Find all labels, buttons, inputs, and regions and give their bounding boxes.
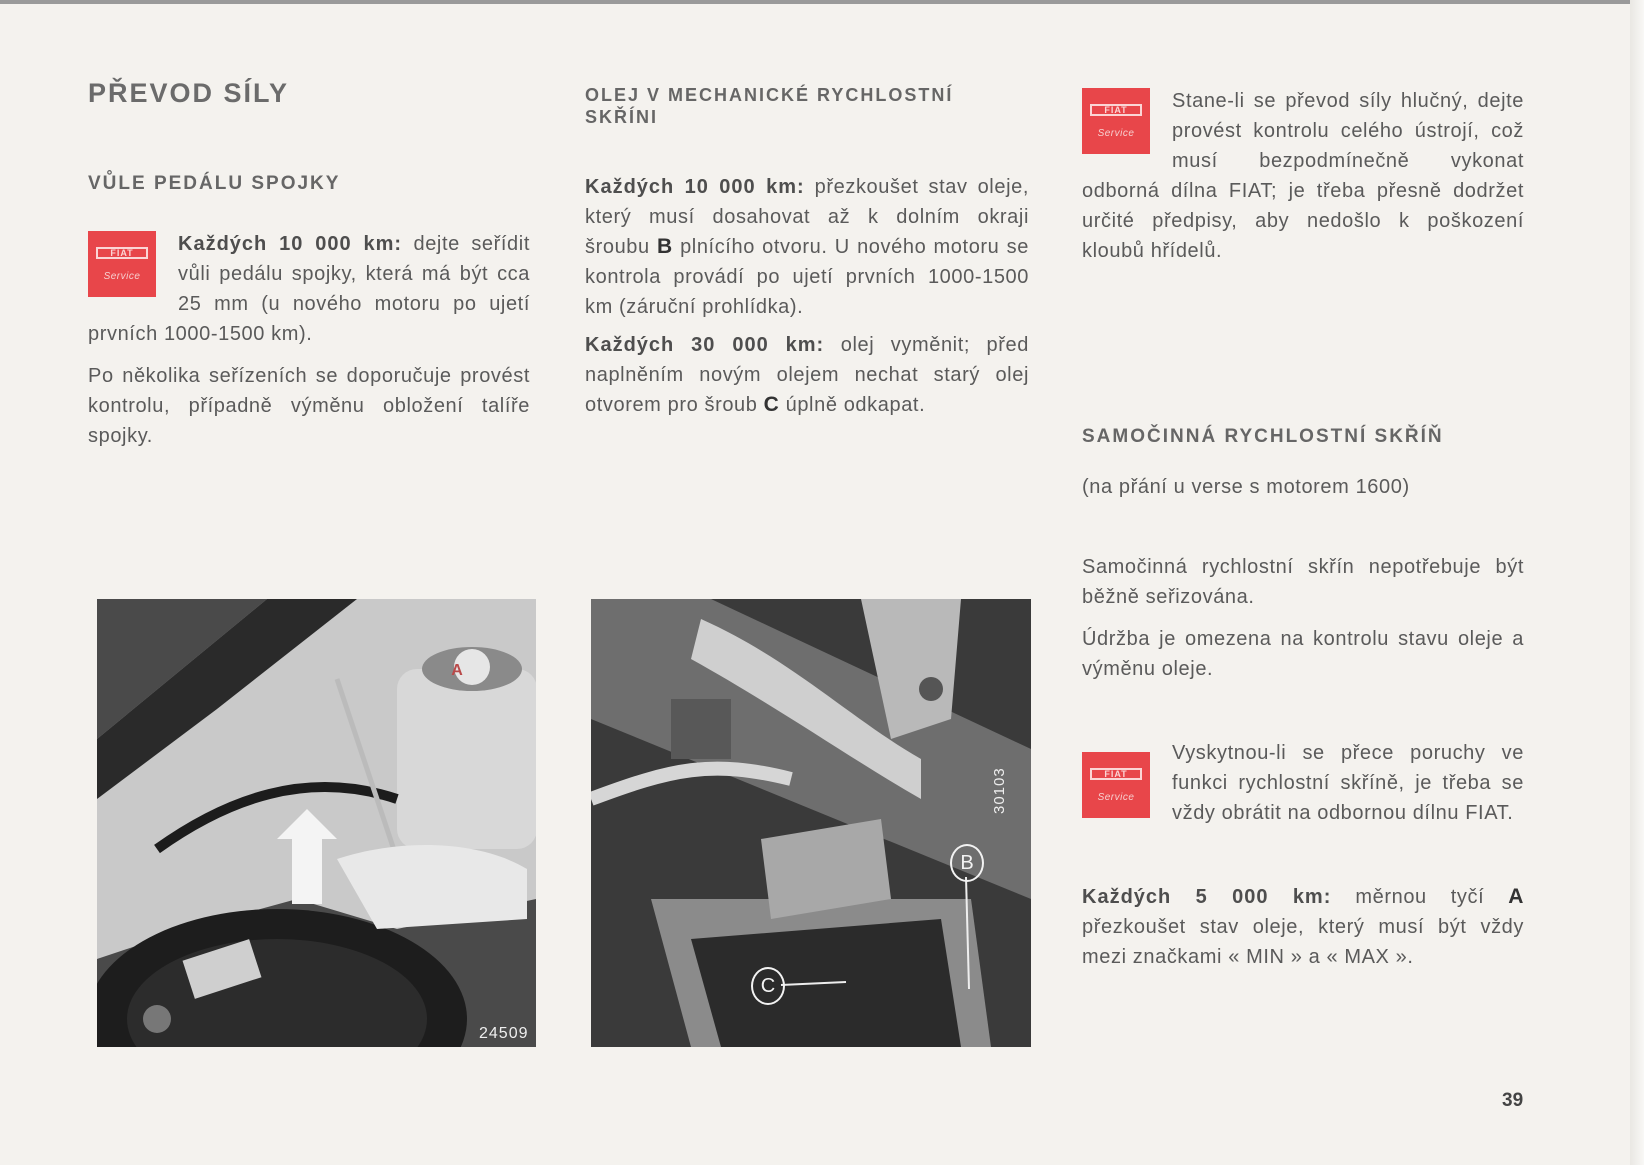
top-edge-line — [0, 0, 1644, 4]
oil-change-text-cont: úplně odkapat. — [785, 394, 926, 416]
interval-key: Každých 10 000 km: — [585, 176, 805, 198]
dipstick-paragraph — [1082, 882, 1524, 972]
photo-number: 30103 — [991, 767, 1008, 814]
label-b: B — [950, 844, 984, 882]
interval-key: Každých 5 000 km: — [1082, 886, 1332, 908]
interval-key: Každých 30 000 km: — [585, 334, 825, 356]
clutch-lining-paragraph: Po několika seřízeních se doporučuje provést kontrolu, případně výměnu obložení talíře spojky. — [88, 365, 530, 447]
fiat-service-icon — [1082, 88, 1150, 154]
clutch-service-block — [88, 229, 530, 349]
right-column — [1082, 60, 1524, 972]
label-c: C — [751, 967, 785, 1005]
clutch-text: dejte seřídit vůli pedálu spojky, která má být cca 25 mm (u nového motoru po ujetí prvních 1000-1500 km). — [88, 233, 530, 345]
fiat-service-icon — [88, 231, 156, 297]
gearbox-oil-heading: OLEJ V MECHANICKÉ RYCHLOSTNÍ SKŘÍNI — [585, 85, 954, 127]
service-label: Service — [1097, 127, 1135, 139]
section-title: PŘEVOD SÍLY — [88, 78, 290, 108]
maintenance-paragraph: Údržba je omezena na kontrolu stavu oleje a výměnu oleje. — [1082, 628, 1524, 680]
oil-change-text: olej vyměnit; před naplněním novým olejem nechat starý olej otvorem pro šroub — [585, 334, 1029, 416]
noise-paragraph: Stane-li se převod síly hlučný, dejte provést kontrolu celého ústrojí, což musí bezpodmínečně vykonat odborná dílna FIAT; je třeba přesně dodržet určité předpisy, aby nedošlo k poškození kloubů hřídelů. — [1082, 90, 1524, 262]
fault-service-block — [1082, 738, 1524, 828]
left-column — [88, 60, 530, 451]
label-a: A — [451, 662, 463, 679]
automatic-gearbox-heading: SAMOČINNÁ RYCHLOSTNÍ SKŘÍŇ — [1082, 426, 1444, 447]
noise-service-block — [1082, 86, 1524, 266]
fault-paragraph: Vyskytnou-li se přece poruchy ve funkci rychlostní skříně, je třeba se vždy obrátit na odbornou dílnu FIAT. — [1172, 742, 1524, 824]
fiat-service-icon — [1082, 752, 1150, 818]
service-label: Service — [103, 270, 141, 282]
clutch-pedal-heading: VŮLE PEDÁLU SPOJKY — [88, 173, 341, 194]
oil-check-paragraph — [585, 172, 1029, 322]
oil-check-text-cont: plnícího otvoru. U nového motoru se kontrola provádí po ujetí prvních 1000-1500 km (záruční prohlídka). — [585, 236, 1029, 318]
fiat-logo-text: FIAT — [1090, 104, 1142, 116]
page-edge-shadow — [1630, 0, 1644, 1165]
clutch-photo — [97, 599, 536, 1047]
gearbox-photo — [591, 599, 1031, 1047]
fiat-logo-text: FIAT — [96, 247, 148, 259]
dipstick-text-cont: přezkoušet stav oleje, který musí být vždy mezi značkami « MIN » a « MAX ». — [1082, 916, 1524, 968]
middle-column — [585, 60, 1029, 420]
ref-c: C — [763, 393, 780, 416]
page-number: 39 — [1502, 1090, 1524, 1111]
ref-a: A — [1508, 885, 1524, 908]
dipstick-text: měrnou tyčí — [1355, 886, 1485, 908]
option-note: (na přání u verse s motorem 1600) — [1082, 476, 1410, 498]
oil-change-paragraph — [585, 330, 1029, 420]
service-label: Service — [1097, 791, 1135, 803]
interval-key: Každých 10 000 km: — [178, 233, 403, 255]
ref-b: B — [657, 235, 673, 258]
gearbox-photo-illustration — [591, 599, 1031, 1047]
fiat-logo-text: FIAT — [1090, 768, 1142, 780]
oil-check-text: přezkoušet stav oleje, který musí dosahovat až k dolním okraji šroubu — [585, 176, 1029, 258]
clutch-photo-illustration — [97, 599, 536, 1047]
automatic-paragraph: Samočinná rychlostní skřín nepotřebuje být běžně seřizována. — [1082, 556, 1524, 608]
photo-number: 24509 — [479, 1025, 529, 1042]
